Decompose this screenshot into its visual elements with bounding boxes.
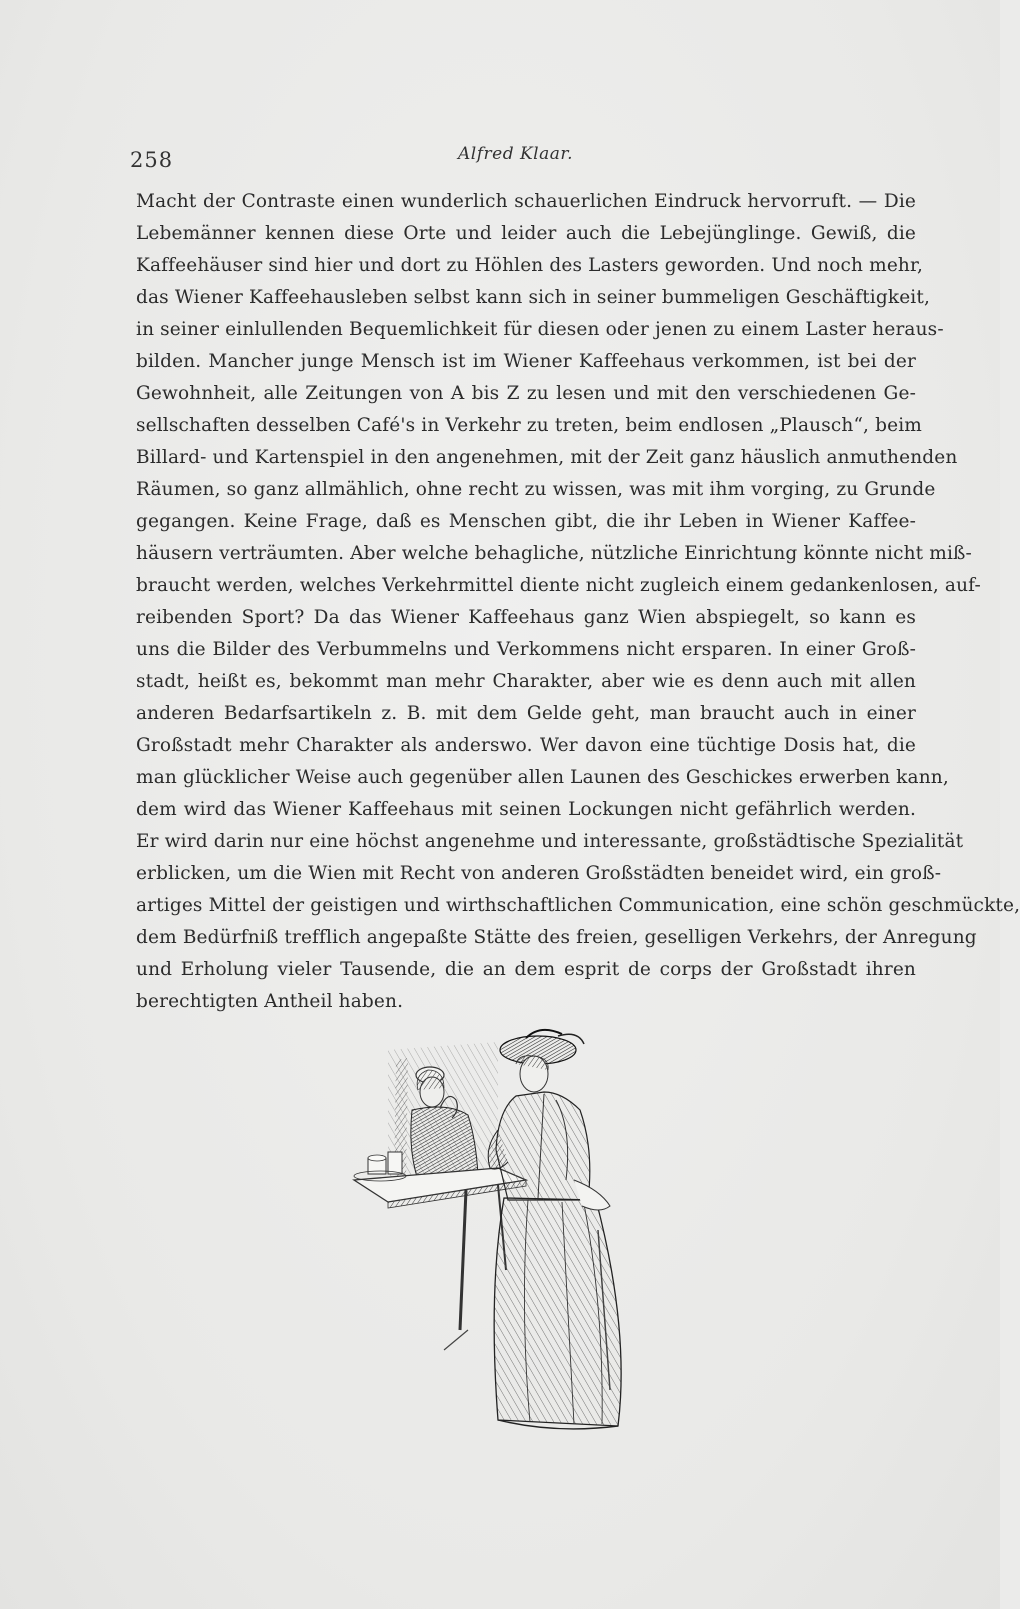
- text-line: braucht werden, welches Verkehrmittel diente nicht zugleich einem gedankenlosen, auf-: [136, 575, 981, 596]
- page-number: 258: [130, 148, 174, 172]
- text-line: anderen Bedarfsartikeln z. B. mit dem Gelde geht, man braucht auch in einer: [136, 703, 916, 724]
- text-line: Gewohnheit, alle Zeitungen von A bis Z zu lesen und mit den verschiedenen Ge-: [136, 383, 916, 404]
- text-line: Räumen, so ganz allmählich, ohne recht zu wissen, was mit ihm vorging, zu Grunde: [136, 479, 936, 500]
- text-line: bilden. Mancher junge Mensch ist im Wiener Kaffeehaus verkommen, ist bei der: [136, 351, 916, 372]
- running-head: Alfred Klaar.: [458, 144, 574, 164]
- text-line: das Wiener Kaffeehausleben selbst kann sich in seiner bummeligen Geschäftigkeit,: [136, 287, 930, 308]
- text-line: sellschaften desselben Café's in Verkehr zu treten, beim endlosen „Plausch“, beim: [136, 415, 922, 436]
- text-line: dem wird das Wiener Kaffeehaus mit seinen Lockungen nicht gefährlich werden.: [136, 799, 916, 820]
- text-line: artiges Mittel der geistigen und wirthschaftlichen Communication, eine schön geschmückte,: [136, 895, 1020, 916]
- text-line: Macht der Contraste einen wunderlich schauerlichen Eindruck hervorruft. — Die: [136, 191, 916, 212]
- text-line: uns die Bilder des Verbummelns und Verkommens nicht ersparen. In einer Groß-: [136, 639, 916, 660]
- text-line: berechtigten Antheil haben.: [136, 991, 404, 1012]
- text-line: erblicken, um die Wien mit Recht von anderen Großstädten beneidet wird, ein groß-: [136, 863, 942, 884]
- text-line: häusern verträumten. Aber welche behagliche, nützliche Einrichtung könnte nicht miß-: [136, 543, 972, 564]
- text-line: stadt, heißt es, bekommt man mehr Charakter, aber wie es denn auch mit allen: [136, 671, 916, 692]
- text-line: gegangen. Keine Frage, daß es Menschen gibt, die ihr Leben in Wiener Kaffee-: [136, 511, 916, 532]
- text-line: reibenden Sport? Da das Wiener Kaffeehaus ganz Wien abspiegelt, so kann es: [136, 607, 916, 628]
- text-line: Billard- und Kartenspiel in den angenehmen, mit der Zeit ganz häuslich anmuthenden: [136, 447, 958, 468]
- text-line: Er wird darin nur eine höchst angenehme und interessante, großstädtische Spezialität: [136, 831, 964, 852]
- text-line: Großstadt mehr Charakter als anderswo. Wer davon eine tüchtige Dosis hat, die: [136, 735, 916, 756]
- text-line: und Erholung vieler Tausende, die an dem esprit de corps der Großstadt ihren: [136, 959, 916, 980]
- text-line: in seiner einlullenden Bequemlichkeit für diesen oder jenen zu einem Laster heraus-: [136, 319, 944, 340]
- cafe-scene-engraving-icon: [348, 1030, 668, 1450]
- text-line: Kaffeehäuser sind hier und dort zu Höhlen des Lasters geworden. Und noch mehr,: [136, 255, 923, 276]
- text-line: dem Bedürfniß trefflich angepaßte Stätte des freien, geselligen Verkehrs, der Anregung: [136, 927, 977, 948]
- text-line: Lebemänner kennen diese Orte und leider auch die Lebejünglinge. Gewiß, die: [136, 223, 916, 244]
- text-line: man glücklicher Weise auch gegenüber allen Launen des Geschickes erwerben kann,: [136, 767, 949, 788]
- body-text: [136, 186, 1020, 1018]
